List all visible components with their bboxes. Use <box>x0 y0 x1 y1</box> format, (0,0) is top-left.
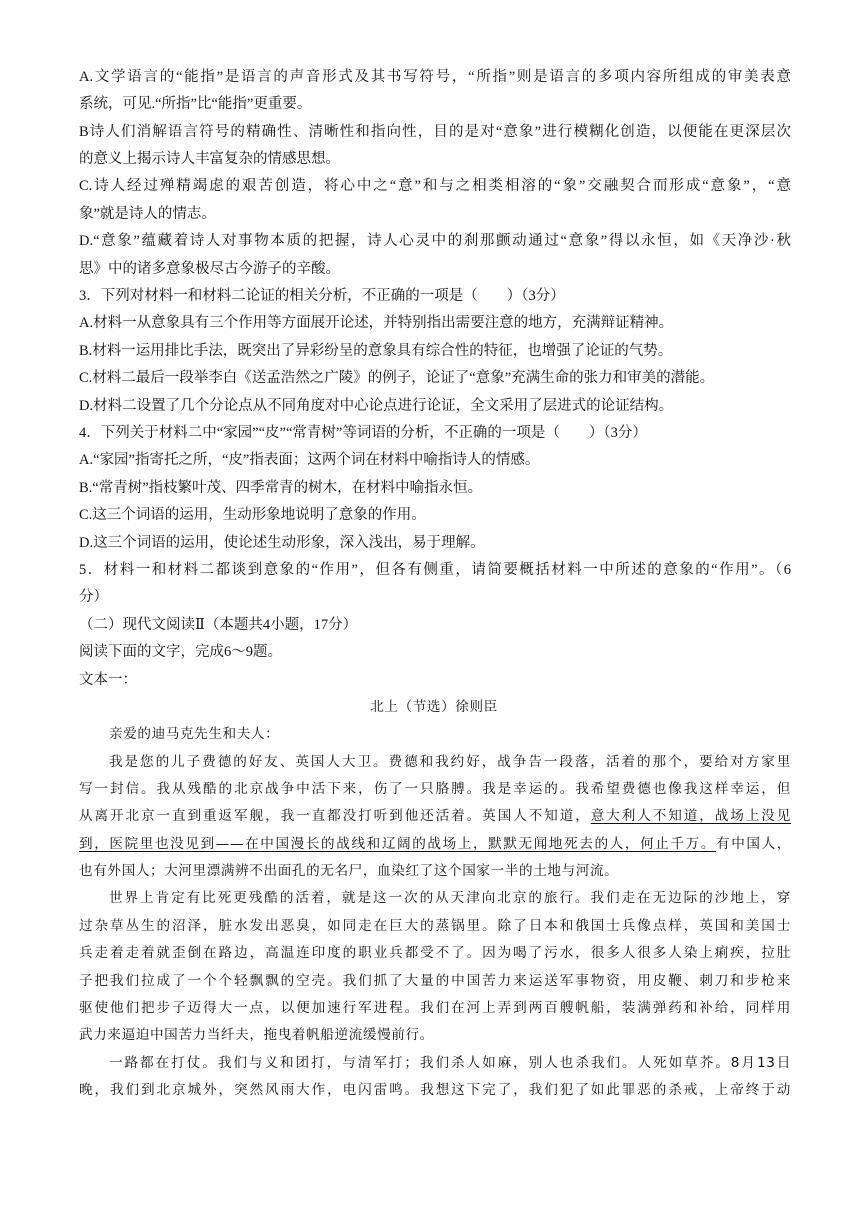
question-4-option-d: D.这三个词语的运用，使论述生动形象，深入浅出，易于理解。 <box>79 535 485 551</box>
paragraph-1-line-2: 写一封信。我从残酷的北京战争中活下来，伤了一只胳膊。我是幸运的。我希望费德也像我这样幸运，但 <box>79 781 791 797</box>
paragraph-1-text: 从离开北京一直到重返军舰，我一直都没打听到他还活着。英国人不知道， <box>79 808 591 824</box>
paragraph-1-line-3 <box>79 806 791 826</box>
question-3-option-d: D.材料二设置了几个分论点从不同角度对中心论点进行论证，全文采用了层进式的论证结构。 <box>79 398 674 414</box>
paragraph-2-line-1: 世界上肯定有比死更残酷的活着，就是这一次的从天津向北京的旅行。我们走在无边际的沙地上，穿 <box>109 890 791 906</box>
option-d-line-1: D.“意象”蕴藏着诗人对事物本质的把握，诗人心灵中的刹那颤动通过“意象”得以永恒，如《天净沙·秋 <box>79 233 791 249</box>
question-4: 4．下列关于材料二中“家园”“皮”“常青树”等词语的分析，不正确的一项是（ ）（3分） <box>79 425 647 441</box>
paragraph-1-text: 有中国人， <box>716 836 792 852</box>
question-5-line-1: 5．材料一和材料二都谈到意象的“作用”，但各有侧重，请简要概括材料一中所述的意象的“作用”。（6 <box>79 562 791 578</box>
option-c-line-1: C.诗人经过殚精竭虑的艰苦创造，将心中之“意”和与之相类相溶的“象”交融契合而形成“意象”，“意 <box>79 178 791 194</box>
option-c-line-2: 象”就是诗人的情志。 <box>79 206 216 222</box>
question-3-option-b: B.材料一运用排比手法，既突出了异彩纷呈的意象具有综合性的特征，也增强了论证的气势。 <box>79 343 673 359</box>
paragraph-1-line-5: 也有外国人；大河里漂满辨不出面孔的无名尸，血染红了这个国家一半的土地与河流。 <box>79 863 619 879</box>
paragraph-3-line-1: 一路都在打仗。我们与义和团打，与清军打；我们杀人如麻，别人也杀我们。人死如草芥。8月13日 <box>109 1055 791 1071</box>
letter-salutation: 亲爱的迪马克先生和夫人： <box>109 726 280 742</box>
question-4-option-b: B.“常青树”指枝繁叶茂、四季常青的树木，在材料中喻指永恒。 <box>79 480 483 496</box>
question-3-option-c: C.材料二最后一段举李白《送孟浩然之广陵》的例子，论证了“意象”充满生命的张力和审美的潜能。 <box>79 370 715 386</box>
reading-instruction: 阅读下面的文字，完成6～9题。 <box>79 644 282 660</box>
paragraph-3-line-2: 晚，我们到北京城外，突然风雨大作，电闪雷鸣。我想这下完了，我们犯了如此罪恶的杀戒，上帝终于动 <box>79 1082 791 1098</box>
section-heading: （二）现代文阅读Ⅱ（本题共4小题，17分） <box>79 617 358 633</box>
option-a-line-1: A.文学语言的“能指”是语言的声音形式及其书写符号，“所指”则是语言的多项内容所组成的审美表意 <box>79 69 791 85</box>
question-3: 3．下列对材料一和材料二论证的相关分析，不正确的一项是（ ）（3分） <box>79 288 565 304</box>
paragraph-1-line-4 <box>79 834 791 854</box>
paragraph-2-line-4: 子把我们拉成了一个个轻飘飘的空壳。我们抓了大量的中国苦力来运送军事物资，用皮鞭、刺刀和步枪来 <box>79 973 791 989</box>
question-4-option-c: C.这三个词语的运用，生动形象地说明了意象的作用。 <box>79 507 426 523</box>
question-4-option-a: A.“家园”指寄托之所，“皮”指表面；这两个词在材料中喻指诗人的情感。 <box>79 452 540 468</box>
option-a-line-2: 系统，可见.“所指”比“能指”更重要。 <box>79 96 312 112</box>
paragraph-2-line-6: 武力来逼迫中国苦力当纤夫，拖曳着帆船逆流缓慢前行。 <box>79 1027 434 1043</box>
option-b-line-2: 的意义上揭示诗人丰富复杂的情感思想。 <box>79 151 340 167</box>
underlined-sentence-part-1: 意大利人不知道，战场上没见 <box>590 808 791 824</box>
option-b-line-1: B诗人们消解语言符号的精确性、清晰性和指向性，目的是对“意象”进行模糊化创造，以便能在更深层次 <box>79 124 791 140</box>
paragraph-2-line-3: 兵走着走着就歪倒在路边，高温连印度的职业兵都受不了。因为喝了污水，很多人很多人染上痢疾，拉肚 <box>79 945 791 961</box>
option-d-line-2: 思》中的诸多意象极尽古今游子的辛酸。 <box>79 261 340 277</box>
question-3-option-a: A.材料一从意象具有三个作用等方面展开论述，并特别指出需要注意的地方，充满辩证精神。 <box>79 315 674 331</box>
question-5-line-2: 分） <box>79 589 108 605</box>
underlined-sentence-part-2: 到，医院里也没见到——在中国漫长的战线和辽阔的战场上，默默无闻地死去的人，何止千万。 <box>79 836 717 852</box>
paragraph-2-line-5: 驱使他们把步子迈得大一点，以便加速行军进程。我们在河上弄到两百艘帆船，装满弹药和补给，同样用 <box>79 1000 791 1016</box>
paragraph-2-line-2: 过杂草丛生的沼泽，脏水发出恶臭，如同走在巨大的蒸锅里。除了日本和俄国士兵像点样，英国和美国士 <box>79 918 791 934</box>
passage-title: 北上（节选）徐则臣 <box>370 699 498 715</box>
paragraph-1-line-1: 我是您的儿子费德的好友、英国人大卫。费德和我约好，战争告一段落，活着的那个，要给对方家里 <box>109 754 791 770</box>
text-one-label: 文本一： <box>79 672 137 688</box>
